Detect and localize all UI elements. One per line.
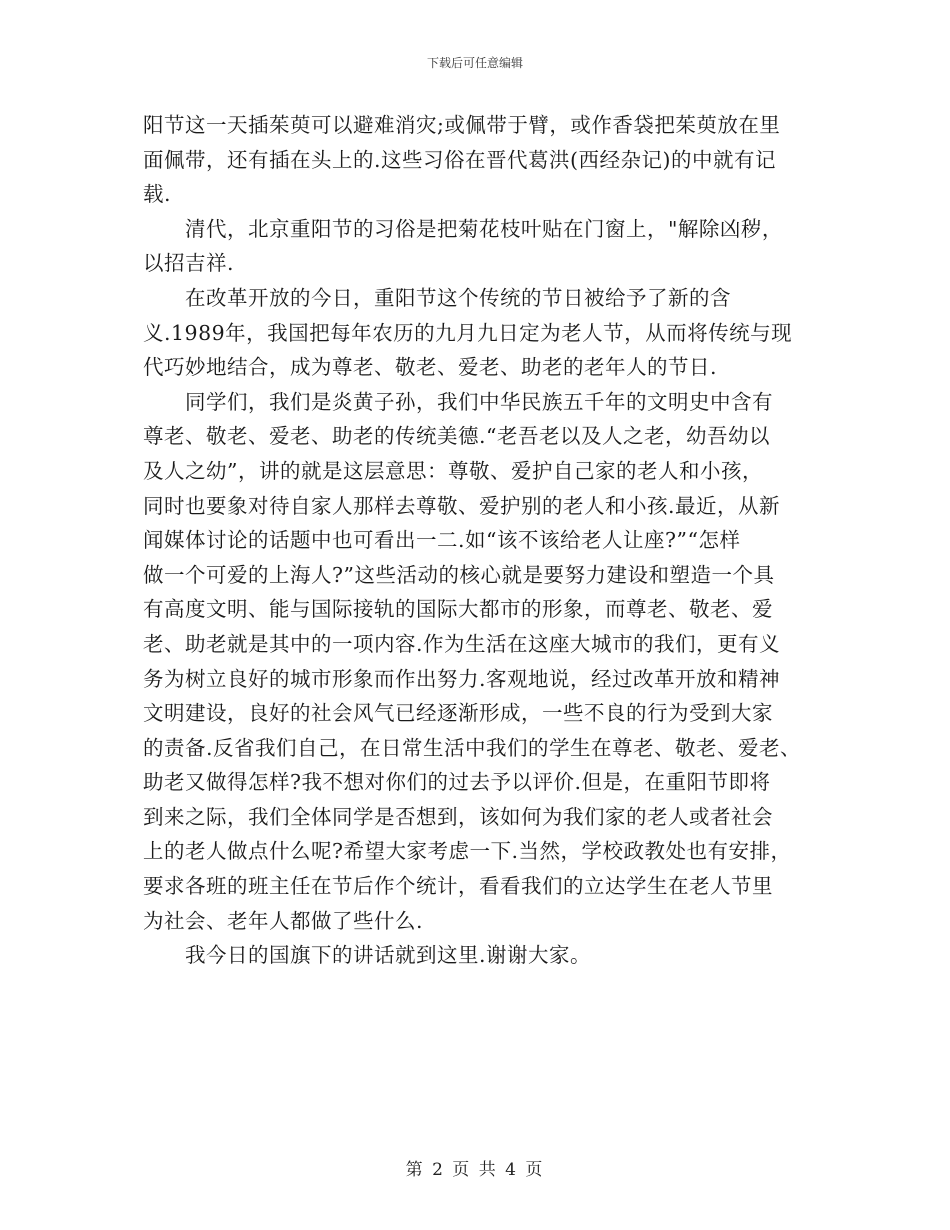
body-line: 以招吉祥. [143, 251, 235, 276]
body-line: 载. [143, 182, 172, 207]
document-body [143, 108, 823, 973]
body-line: 同学们，我们是炎黄子孙，我们中华民族五千年的文明史中含有 [143, 389, 773, 414]
body-line: 文明建设，良好的社会风气已经逐渐形成，一些不良的行为受到大家 [143, 701, 773, 726]
body-line: 同时也要象对待自家人那样去尊敬、爱护别的老人和小孩.最近，从新 [143, 493, 781, 518]
body-line: 做一个可爱的上海人?”这些活动的核心就是要努力建设和塑造一个具 [143, 562, 775, 587]
body-line: 代巧妙地结合，成为尊老、敬老、爱老、助老的老年人的节日. [143, 355, 718, 380]
body-line: 助老又做得怎样?我不想对你们的过去予以评价.但是，在重阳节即将 [143, 770, 771, 795]
body-line: 有高度文明、能与国际接轨的国际大都市的形象，而尊老、敬老、爱 [143, 597, 773, 622]
body-line: 清代，北京重阳节的习俗是把菊花枝叶贴在门窗上，"解除凶秽， [143, 216, 783, 241]
body-line: 面佩带，还有插在头上的.这些习俗在晋代葛洪(西经杂记)的中就有记 [143, 147, 777, 172]
body-line: 义.1989年，我国把每年农历的九月九日定为老人节，从而将传统与现 [143, 320, 793, 345]
body-line: 的责备.反省我们自己，在日常生活中我们的学生在尊老、敬老、爱老、 [143, 735, 802, 760]
body-line: 在改革开放的今日，重阳节这个传统的节日被给予了新的含 [143, 285, 731, 310]
body-line: 尊老、敬老、爱老、助老的传统美德.“老吾老以及人之老，幼吾幼以 [143, 424, 770, 449]
body-line: 闻媒体讨论的话题中也可看出一二.如“该不该给老人让座?”“怎样 [143, 528, 741, 553]
body-line: 及人之幼”，讲的就是这层意思：尊敬、爱护自己家的老人和小孩， [143, 458, 763, 483]
body-line: 务为树立良好的城市形象而作出努力.客观地说，经过改革开放和精神 [143, 666, 781, 691]
page-header-note: 下载后可任意编辑 [426, 56, 523, 70]
body-line: 为社会、老年人都做了些什么. [143, 908, 424, 933]
body-line: 老、助老就是其中的一项内容.作为生活在这座大城市的我们，更有义 [143, 631, 781, 656]
body-line: 到来之际，我们全体同学是否想到，该如何为我们家的老人或者社会 [143, 804, 773, 829]
body-line: 我今日的国旗下的讲话就到这里.谢谢大家。 [143, 943, 592, 968]
body-line: 阳节这一天插茱萸可以避难消灾;或佩带于臂，或作香袋把茱萸放在里 [143, 113, 781, 137]
body-line: 上的老人做点什么呢?希望大家考虑一下.当然，学校政教处也有安排， [143, 839, 792, 864]
body-line: 要求各班的班主任在节后作个统计，看看我们的立达学生在老人节里 [143, 874, 773, 899]
page-number-footer: 第 2 页 共 4 页 [405, 1160, 545, 1180]
